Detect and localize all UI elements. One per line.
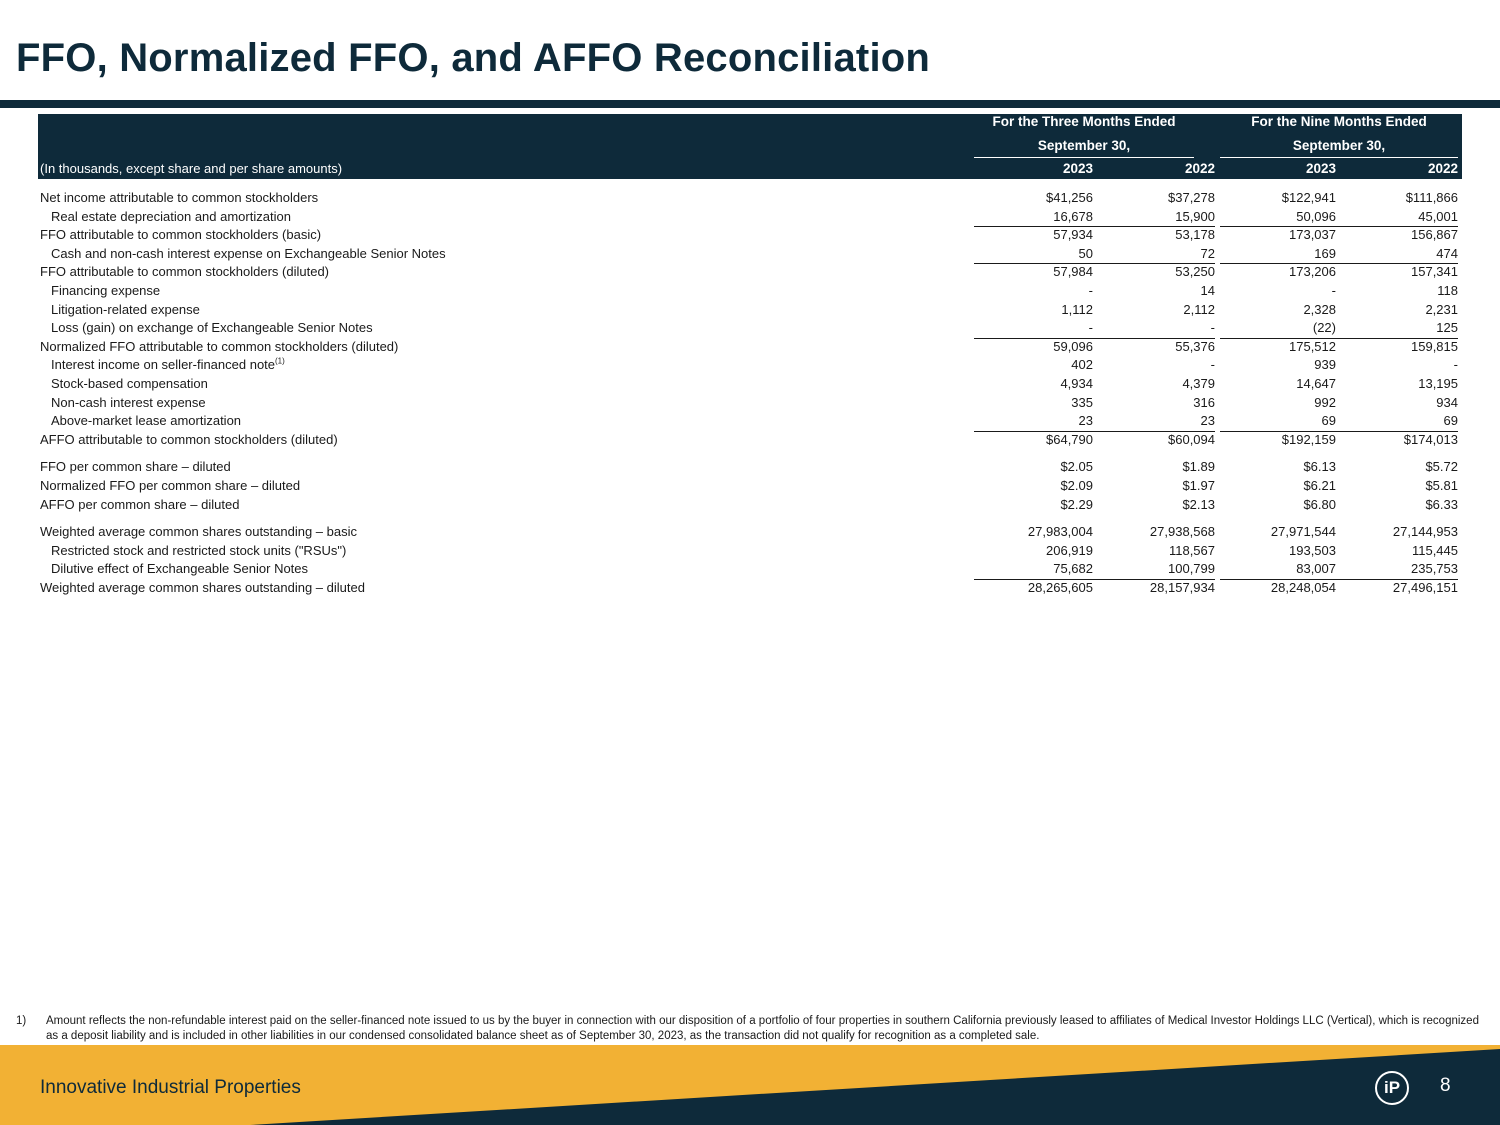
cell-value: 50,096 — [1296, 208, 1336, 224]
three-months-subheader: September 30, — [974, 135, 1194, 158]
row-label: Litigation-related expense — [51, 301, 200, 317]
cell-value: $1.89 — [1182, 459, 1215, 475]
table-row — [38, 542, 1462, 561]
company-logo: iP — [1375, 1071, 1409, 1105]
cell-value: 934 — [1436, 394, 1458, 410]
subtotal-rule — [1340, 431, 1458, 432]
cell-value: 57,934 — [1053, 227, 1093, 243]
cell-value: $6.80 — [1303, 496, 1336, 512]
row-label: Net income attributable to common stockholders — [40, 190, 319, 205]
cell-value: 23 — [1078, 413, 1093, 429]
row-label: AFFO per common share – diluted — [40, 496, 240, 512]
cell-value: $192,159 — [1281, 431, 1336, 447]
cell-value: $111,866 — [1405, 190, 1458, 205]
row-label: Normalized FFO attributable to common stockholders (diluted) — [40, 338, 399, 354]
cell-value: 57,984 — [1053, 264, 1093, 280]
cell-value: 235,753 — [1411, 561, 1458, 577]
table-row — [38, 375, 1462, 394]
row-label: FFO per common share – diluted — [40, 459, 231, 475]
table-row — [38, 394, 1462, 413]
cell-value: $64,790 — [1046, 431, 1093, 447]
cell-value: $2.09 — [1060, 477, 1093, 493]
cell-value: 157,341 — [1411, 264, 1458, 280]
row-label: FFO attributable to common stockholders (diluted) — [40, 264, 330, 280]
table-row — [38, 319, 1462, 338]
table-row — [38, 208, 1462, 227]
year-header: 2022 — [1427, 161, 1458, 176]
table-row — [38, 458, 1462, 477]
table-header — [38, 114, 1462, 179]
subtotal-rule — [1340, 263, 1458, 264]
cell-value: 72 — [1200, 245, 1215, 261]
cell-value: 53,250 — [1175, 264, 1215, 280]
row-label-wrap — [51, 356, 285, 375]
cell-value: 27,144,953 — [1392, 524, 1458, 540]
cell-value: 27,938,568 — [1149, 524, 1215, 540]
cell-value: $122,941 — [1281, 190, 1336, 205]
row-label: Financing expense — [51, 282, 161, 298]
cell-value: 15,900 — [1175, 208, 1215, 224]
cell-value: $2.05 — [1060, 459, 1093, 475]
cell-value: 27,971,544 — [1270, 524, 1336, 540]
row-label: FFO attributable to common stockholders (basic) — [40, 227, 322, 243]
subtotal-rule — [974, 226, 1098, 227]
cell-value: $37,278 — [1168, 190, 1215, 205]
cell-value: 83,007 — [1296, 561, 1336, 577]
footnote-text: Amount reflects the non-refundable interest paid on the seller-financed note issued to us by the buyer in connection with our disposition of a portfolio of four properties in southern California previously leased to affiliates of Medical Investor Holdings LLC (Vertical), which is recognized as a deposit liability and is included in other liabilities in our condensed consolidated balance sheet as of September 30, 2023, as the transaction did not qualify for recognition as a completed sale. — [46, 1015, 1479, 1042]
company-name: Innovative Industrial Properties — [40, 1077, 301, 1098]
cell-value: 2,328 — [1303, 301, 1336, 317]
cell-value: 27,496,151 — [1392, 579, 1458, 595]
row-label: Non-cash interest expense — [51, 394, 206, 410]
table-row — [38, 226, 1462, 245]
row-label: Above-market lease amortization — [51, 413, 242, 429]
three-months-header: For the Three Months Ended — [992, 114, 1176, 129]
row-label: Restricted stock and restricted stock units ("RSUs") — [51, 542, 347, 558]
table-row — [38, 282, 1462, 301]
subtotal-rule — [1220, 431, 1344, 432]
subtotal-rule — [1097, 263, 1215, 264]
cell-value: 193,503 — [1289, 542, 1336, 558]
cell-value: - — [1453, 357, 1458, 373]
row-label: AFFO attributable to common stockholders (diluted) — [40, 431, 338, 447]
row-label: Weighted average common shares outstanding – diluted — [40, 579, 365, 595]
subtotal-rule — [1340, 226, 1458, 227]
year-header: 2023 — [1062, 161, 1093, 176]
cell-value: 14 — [1200, 282, 1215, 298]
cell-value: 402 — [1071, 357, 1093, 373]
subtotal-rule — [1340, 579, 1458, 580]
cell-value: 23 — [1200, 413, 1215, 429]
row-label: Loss (gain) on exchange of Exchangeable Senior Notes — [51, 320, 373, 336]
cell-value: 175,512 — [1289, 338, 1336, 354]
row-label: Real estate depreciation and amortization — [51, 208, 291, 224]
cell-value: $2.29 — [1060, 496, 1093, 512]
table-row — [38, 245, 1462, 264]
table-row — [38, 579, 1462, 598]
cell-value: 69 — [1321, 413, 1336, 429]
cell-value: 939 — [1314, 357, 1336, 373]
subtotal-rule — [974, 338, 1098, 339]
cell-value: 4,379 — [1182, 375, 1215, 391]
cell-value: $6.13 — [1303, 459, 1336, 475]
year-header: 2022 — [1184, 161, 1215, 176]
cell-value: 50 — [1078, 245, 1093, 261]
page-title: FFO, Normalized FFO, and AFFO Reconciliation — [16, 36, 931, 80]
nine-months-subheader: September 30, — [1220, 135, 1458, 158]
subtotal-rule — [974, 263, 1098, 264]
cell-value: 173,206 — [1289, 264, 1336, 280]
table-row — [38, 189, 1462, 208]
cell-value: - — [1088, 282, 1093, 298]
cell-value: $174,013 — [1403, 431, 1458, 447]
cell-value: 55,376 — [1175, 338, 1215, 354]
cell-value: - — [1088, 320, 1093, 336]
cell-value: 13,195 — [1418, 375, 1458, 391]
subtotal-rule — [1340, 338, 1458, 339]
subtotal-rule — [1220, 338, 1344, 339]
table-body — [38, 189, 1462, 597]
footnote-number: 1) — [16, 1015, 27, 1027]
cell-value: $5.81 — [1425, 477, 1458, 493]
cell-value: 28,157,934 — [1149, 579, 1215, 595]
row-label: Dilutive effect of Exchangeable Senior Notes — [51, 561, 309, 577]
footnote-ref: (1) — [275, 357, 285, 367]
subtotal-rule — [1097, 338, 1215, 339]
cell-value: 100,799 — [1168, 561, 1215, 577]
cell-value: 474 — [1436, 245, 1458, 261]
cell-value: 992 — [1314, 394, 1336, 410]
cell-value: 159,815 — [1411, 338, 1458, 354]
cell-value: 206,919 — [1046, 542, 1093, 558]
title-divider — [0, 100, 1500, 108]
cell-value: 173,037 — [1289, 227, 1336, 243]
cell-value: 14,647 — [1296, 375, 1336, 391]
nine-months-header: For the Nine Months Ended — [1251, 114, 1427, 129]
cell-value: 118 — [1437, 282, 1458, 298]
cell-value: 118,567 — [1168, 542, 1215, 558]
cell-value: $41,256 — [1046, 190, 1093, 205]
cell-value: $6.21 — [1303, 477, 1336, 493]
cell-value: 28,248,054 — [1270, 579, 1336, 595]
row-label: Weighted average common shares outstanding – basic — [40, 524, 358, 540]
cell-value: 16,678 — [1053, 208, 1093, 224]
cell-value: 2,112 — [1183, 301, 1215, 317]
subtotal-rule — [1220, 263, 1344, 264]
cell-value: 59,096 — [1053, 338, 1093, 354]
table-row — [38, 338, 1462, 357]
cell-value: 4,934 — [1060, 375, 1093, 391]
table-row — [38, 431, 1462, 450]
subtotal-rule — [1097, 226, 1215, 227]
cell-value: 2,231 — [1425, 301, 1458, 317]
page-number: 8 — [1440, 1075, 1451, 1096]
table-row — [38, 560, 1462, 579]
subtotal-rule — [1220, 226, 1344, 227]
cell-value: 75,682 — [1053, 561, 1093, 577]
row-label: Cash and non-cash interest expense on Exchangeable Senior Notes — [51, 245, 446, 261]
year-header: 2023 — [1305, 161, 1336, 176]
table-row — [38, 356, 1462, 375]
cell-value: $6.33 — [1425, 496, 1458, 512]
cell-value: 1,112 — [1061, 301, 1093, 317]
cell-value: - — [1210, 320, 1215, 336]
row-label: Stock-based compensation — [51, 375, 208, 391]
cell-value: 335 — [1071, 394, 1093, 410]
cell-value: 156,867 — [1411, 227, 1458, 243]
cell-value: (22) — [1312, 320, 1336, 336]
reconciliation-table — [38, 114, 1462, 597]
cell-value: $2.13 — [1182, 496, 1215, 512]
cell-value: $60,094 — [1168, 431, 1215, 447]
subtotal-rule — [1220, 579, 1344, 580]
cell-value: $5.72 — [1425, 459, 1458, 475]
table-row — [38, 301, 1462, 320]
row-label: Normalized FFO per common share – diluted — [40, 477, 301, 493]
table-row — [38, 496, 1462, 515]
subtotal-rule — [974, 431, 1098, 432]
row-label: Interest income on seller-financed note — [51, 357, 276, 373]
cell-value: 169 — [1314, 245, 1336, 261]
table-row — [38, 412, 1462, 431]
cell-value: 28,265,605 — [1027, 579, 1093, 595]
subtotal-rule — [1097, 431, 1215, 432]
cell-value: 316 — [1193, 394, 1215, 410]
table-caption: (In thousands, except share and per share amounts) — [40, 161, 343, 176]
table-row — [38, 477, 1462, 496]
cell-value: 53,178 — [1175, 227, 1215, 243]
cell-value: $1.97 — [1182, 477, 1215, 493]
cell-value: 45,001 — [1418, 208, 1458, 224]
cell-value: 69 — [1443, 413, 1458, 429]
subtotal-rule — [1097, 579, 1215, 580]
cell-value: 27,983,004 — [1027, 524, 1093, 540]
cell-value: 125 — [1436, 320, 1458, 336]
table-row — [38, 523, 1462, 542]
cell-value: - — [1210, 357, 1215, 373]
cell-value: 115,445 — [1411, 542, 1458, 558]
cell-value: - — [1331, 282, 1336, 298]
subtotal-rule — [974, 579, 1098, 580]
table-row — [38, 263, 1462, 282]
